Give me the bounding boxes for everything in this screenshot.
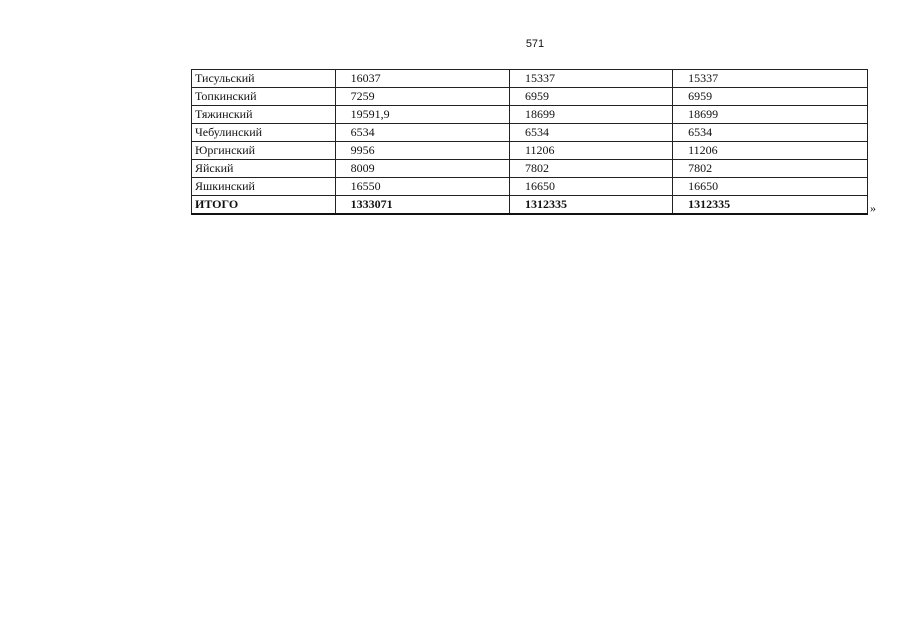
table-cell: 6534 [673, 124, 868, 142]
table-cell: 9956 [335, 142, 509, 160]
closing-quote-mark: » [870, 201, 876, 215]
total-cell: 1312335 [673, 196, 868, 215]
table-row [192, 88, 868, 106]
table-cell: 18699 [673, 106, 868, 124]
district-name: Яшкинский [192, 178, 336, 196]
table-row [192, 160, 868, 178]
district-name: Тисульский [192, 70, 336, 88]
district-name: Чебулинский [192, 124, 336, 142]
table-cell: 16650 [673, 178, 868, 196]
table-cell: 6959 [509, 88, 672, 106]
total-label: ИТОГО [192, 196, 336, 215]
table-cell: 11206 [509, 142, 672, 160]
table-cell: 19591,9 [335, 106, 509, 124]
table-cell: 7802 [673, 160, 868, 178]
table-row [192, 106, 868, 124]
table-cell: 16650 [509, 178, 672, 196]
table-cell: 15337 [509, 70, 672, 88]
table-cell: 7802 [509, 160, 672, 178]
table-row [192, 142, 868, 160]
total-cell: 1333071 [335, 196, 509, 215]
table-row [192, 124, 868, 142]
table-cell: 6959 [673, 88, 868, 106]
table-cell: 15337 [673, 70, 868, 88]
table-cell: 11206 [673, 142, 868, 160]
district-name: Яйский [192, 160, 336, 178]
district-name: Топкинский [192, 88, 336, 106]
total-row [192, 196, 868, 215]
table-cell: 7259 [335, 88, 509, 106]
total-cell: 1312335 [509, 196, 672, 215]
page-number: 571 [525, 38, 545, 50]
table-cell: 8009 [335, 160, 509, 178]
data-table [191, 69, 868, 215]
district-name: Тяжинский [192, 106, 336, 124]
table-row [192, 178, 868, 196]
table-cell: 18699 [509, 106, 672, 124]
table-cell: 16550 [335, 178, 509, 196]
table-cell: 6534 [335, 124, 509, 142]
table-cell: 6534 [509, 124, 672, 142]
district-name: Юргинский [192, 142, 336, 160]
table-row [192, 70, 868, 88]
table-cell: 16037 [335, 70, 509, 88]
